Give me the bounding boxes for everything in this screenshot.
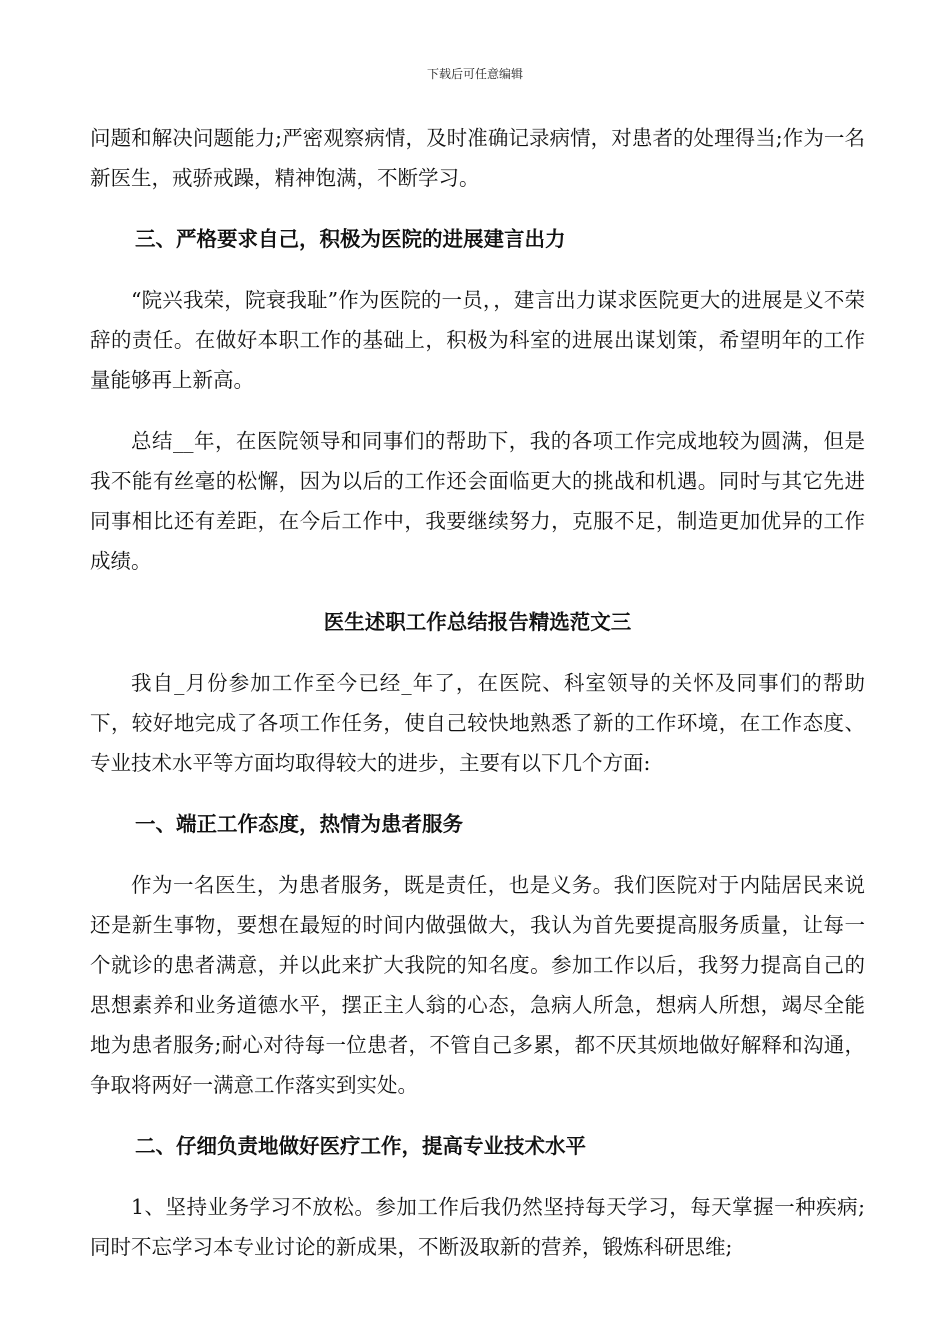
paragraph-introduction: 我自_月份参加工作至今已经_年了，在医院、科室领导的关怀及同事们的帮助下，较好地完成了各项工作任务，使自己较快地熟悉了新的工作环境，在工作态度、专业技术水平等方面均取得较大的进步，主要有以下几个方面: <box>90 671 865 775</box>
document-body <box>90 118 865 1267</box>
heading-section-one: 一、端正工作态度，热情为患者服务 <box>135 812 463 836</box>
page-header: 下载后可任意编辑 <box>426 67 523 81</box>
heading-section-two: 二、仔细负责地做好医疗工作，提高专业技术水平 <box>135 1134 586 1158</box>
heading-section-three: 三、严格要求自己，积极为医院的进展建言出力 <box>135 227 566 251</box>
paragraph-hospital-motto: “院兴我荣，院衰我耻”作为医院的一员，，建言出力谋求医院更大的进展是义不荣辞的责任。在做好本职工作的基础上，积极为科室的进展出谋划策，希望明年的工作量能够再上新高。 <box>90 288 865 392</box>
paragraph-study: 1、坚持业务学习不放松。参加工作后我仍然坚持每天学习，每天掌握一种疾病;同时不忘学习本专业讨论的新成果，不断汲取新的营养，锻炼科研思维; <box>90 1195 865 1259</box>
paragraph-patient-service: 作为一名医生，为患者服务，既是责任，也是义务。我们医院对于内陆居民来说还是新生事物，要想在最短的时间内做强做大，我认为首先要提高服务质量，让每一个就诊的患者满意，并以此来扩大我院的知名度。参加工作以后，我努力提高自己的思想素养和业务道德水平，摆正主人翁的心态，急病人所急，想病人所想，竭尽全能地为患者服务;耐心对待每一位患者，不管自己多累，都不厌其烦地做好解释和沟通，争取将两好一满意工作落实到实处。 <box>90 873 865 1097</box>
paragraph-year-summary: 总结__年，在医院领导和同事们的帮助下，我的各项工作完成地较为圆满，但是我不能有丝毫的松懈，因为以后的工作还会面临更大的挑战和机遇。同时与其它先进同事相比还有差距，在今后工作中，我要继续努力，克服不足，制造更加优异的工作成绩。 <box>90 429 865 573</box>
section-title: 医生述职工作总结报告精选范文三 <box>323 610 632 634</box>
paragraph-continued: 问题和解决问题能力;严密观察病情，及时准确记录病情，对患者的处理得当;作为一名新医生，戒骄戒躁，精神饱满，不断学习。 <box>90 126 865 190</box>
